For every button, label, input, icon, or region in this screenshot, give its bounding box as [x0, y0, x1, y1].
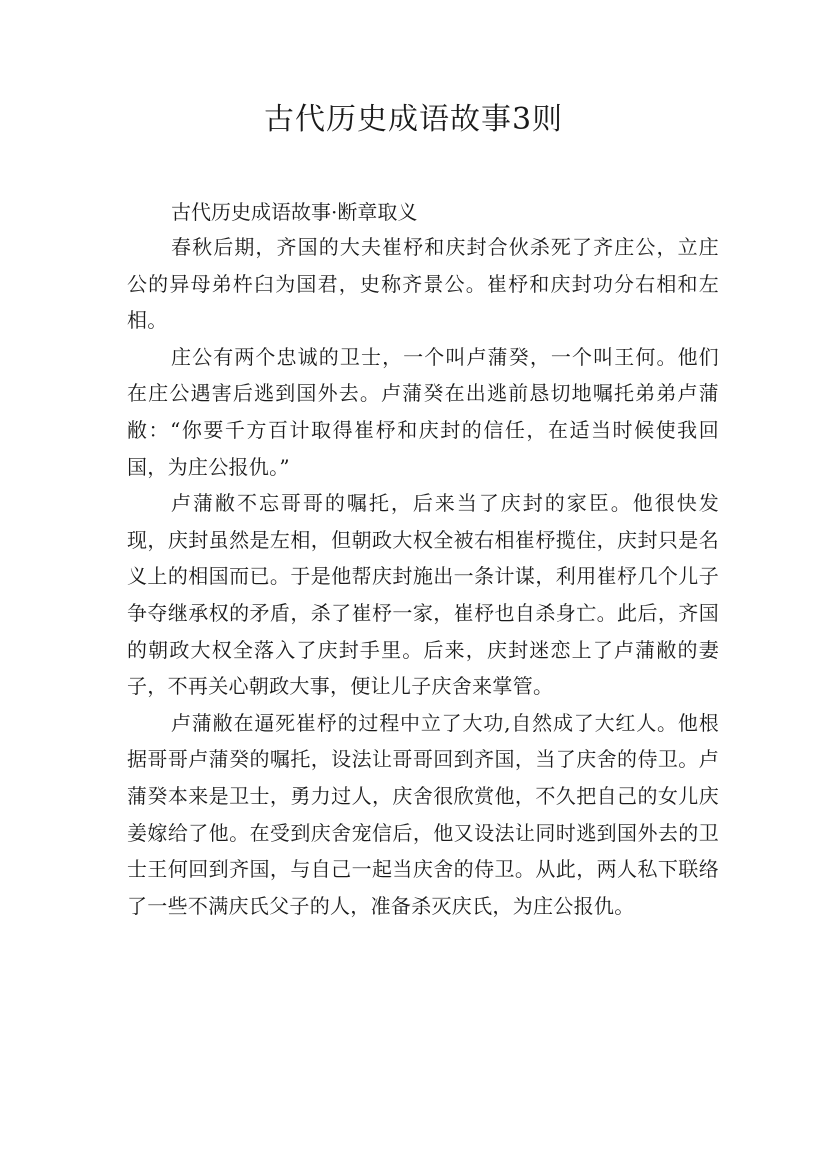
paragraph-1: 春秋后期，齐国的大夫崔杼和庆封合伙杀死了齐庄公，立庄公的异母弟杵臼为国君，史称齐景公。崔杼和庆封功分右相和左相。 — [127, 235, 719, 333]
paragraph-3: 卢蒲敝不忘哥哥的嘱托，后来当了庆封的家臣。他很快发现，庆封虽然是左相，但朝政大权全被右相崔杼揽住，庆封只是名义上的相国而已。于是他帮庆封施出一条计谋，利用崔杼几个儿子争夺继承权的矛盾，杀了崔杼一家，崔杼也自杀身亡。此后，齐国的朝政大权全落入了庆封手里。后来，庆封迷恋上了卢蒲敝的妻子，不再关心朝政大事，便让儿子庆舍来掌管。 — [127, 491, 719, 699]
paragraph-2: 庄公有两个忠诚的卫士，一个叫卢蒲癸，一个叫王何。他们在庄公遇害后逃到国外去。卢蒲癸在出逃前恳切地嘱托弟弟卢蒲敝：“你要千方百计取得崔杼和庆封的信任，在适当时候使我回国，为庄公报仇。” — [127, 344, 719, 479]
document-title: 古代历史成语故事3则 — [263, 102, 564, 137]
story-subheading: 古代历史成语故事·断章取义 — [171, 200, 418, 224]
paragraph-4: 卢蒲敝在逼死崔杼的过程中立了大功,自然成了大红人。他根据哥哥卢蒲癸的嘱托，设法让哥哥回到齐国，当了庆舍的侍卫。卢蒲癸本来是卫士，勇力过人，庆舍很欣赏他，不久把自己的女儿庆姜嫁给了他。在受到庆舍宠信后，他又设法让同时逃到国外去的卫士王何回到齐国，与自己一起当庆舍的侍卫。从此，两人私下联络了一些不满庆氏父子的人，准备杀灭庆氏，为庄公报仇。 — [127, 710, 719, 918]
document-body — [127, 196, 719, 924]
